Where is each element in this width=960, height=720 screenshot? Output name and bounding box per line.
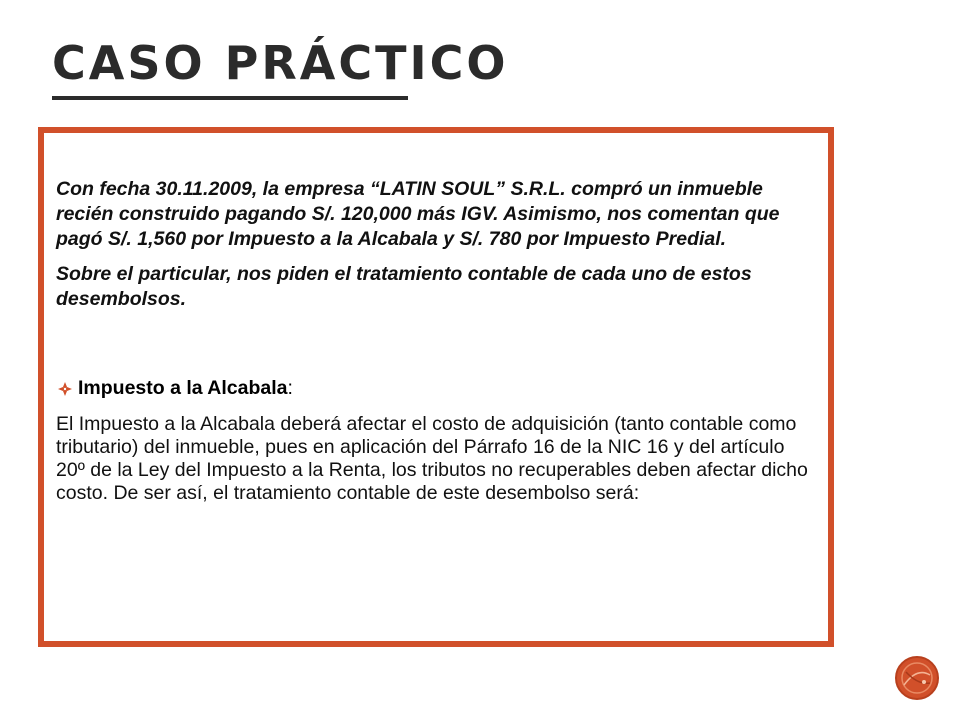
bullet-item-alcabala <box>56 376 816 401</box>
diamond-bullet-icon <box>58 382 72 396</box>
orange-circle-ornament-icon <box>894 655 940 701</box>
bullet-label: Impuesto a la Alcabala <box>78 377 288 399</box>
bullet-suffix: : <box>287 377 293 399</box>
slide-title: CASO PRÁCTICO <box>52 36 509 90</box>
case-question-paragraph: Sobre el particular, nos piden el tratamiento contable de cada uno de estos desembolsos. <box>56 263 752 310</box>
content-body <box>56 177 816 525</box>
content-box <box>38 127 834 647</box>
title-underline <box>52 96 408 100</box>
case-statement-paragraph: Con fecha 30.11.2009, la empresa “LATIN SOUL” S.R.L. compró un inmueble recién construido pagando S/. 120,000 más IGV. Asimismo, nos comentan que pagó S/. 1,560 por Impuesto a la Alcabala y S/. 780 por Impuesto Predial. <box>56 178 780 250</box>
explanation-paragraph: El Impuesto a la Alcabala deberá afectar el costo de adquisición (tanto contable como tributario) del inmueble, pues en aplicación del Párrafo 16 de la NIC 16 y del artículo 20º de la Ley del Impuesto a la Renta, los tributos no recuperables deben afectar dicho costo. De ser así, el tratamiento contable de este desembolso será: <box>56 413 808 504</box>
